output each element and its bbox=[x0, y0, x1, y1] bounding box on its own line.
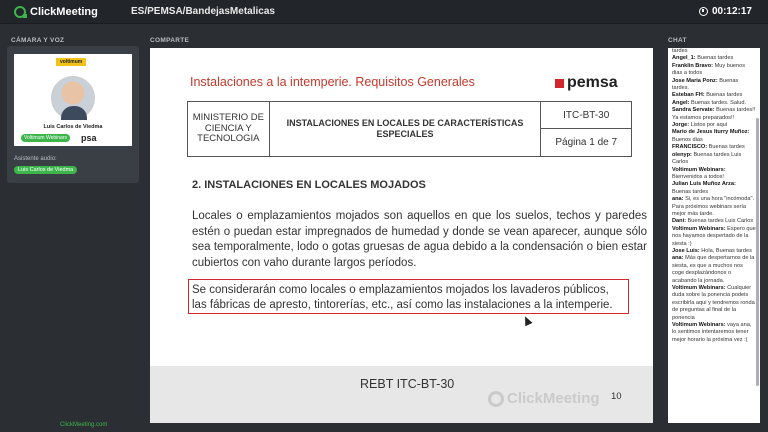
chat-message bbox=[668, 92, 760, 99]
document-header-table bbox=[187, 101, 632, 157]
chat-author: Angel: bbox=[672, 99, 691, 106]
chat-author: olenyp: bbox=[672, 151, 694, 158]
page-number: 10 bbox=[611, 391, 622, 402]
chat-text: Buenos dias bbox=[672, 136, 703, 143]
chat-author: Voltimum Webinars: bbox=[672, 322, 728, 329]
chat-message bbox=[668, 144, 760, 151]
chat-author: Esteban FH: bbox=[672, 92, 707, 99]
chat-text: Buenas tardes bbox=[706, 92, 743, 99]
chat-text: Buenas tardes bbox=[672, 188, 709, 195]
chat-text: Buenas tardes. Salud. bbox=[690, 99, 747, 106]
share-panel-label: COMPARTE bbox=[150, 37, 190, 44]
clickmeeting-logo-icon bbox=[14, 6, 26, 18]
chat-message bbox=[668, 78, 760, 93]
chat-message bbox=[668, 55, 760, 62]
chat-message bbox=[668, 167, 760, 182]
section-heading: 2. INSTALACIONES EN LOCALES MOJADOS bbox=[192, 179, 426, 191]
chat-text: Cualquier duda sobre la ponencia podeis escribirla aqui y tendremos ronda de preguntas al final de la ponencia bbox=[672, 285, 755, 321]
chat-message-list bbox=[668, 48, 760, 344]
chat-author: Dani: bbox=[672, 218, 688, 225]
clickmeeting-logo bbox=[14, 6, 98, 18]
chat-text: Muy buenos dias a todos bbox=[672, 62, 746, 77]
chat-message bbox=[668, 255, 760, 285]
doc-code: ITC-BT-30 bbox=[541, 102, 631, 129]
audio-label: Asistente audio: bbox=[14, 156, 57, 162]
timer-value: 00:12:17 bbox=[711, 6, 752, 17]
webinar-tag: Voltimum Webinars bbox=[21, 134, 70, 142]
chat-text: Buenas tardes bbox=[708, 144, 745, 151]
chat-message bbox=[668, 218, 760, 225]
chat-text: Buenas tardes bbox=[697, 55, 734, 62]
ministry-cell: MINISTERIO DE CIENCIA Y TECNOLOGIA bbox=[188, 102, 270, 156]
chat-message bbox=[668, 248, 760, 255]
brand-name: ClickMeeting bbox=[30, 5, 98, 18]
clock-icon bbox=[699, 7, 708, 16]
presenter-name: Luis Carlos de Viedma bbox=[43, 124, 103, 130]
chat-author: Sandra Servate: bbox=[672, 107, 717, 114]
chat-text: Listos por aqui bbox=[690, 122, 728, 129]
chat-author: ana: bbox=[672, 255, 686, 262]
audio-user-chip[interactable]: Luis Carlos de Viedma bbox=[14, 166, 77, 174]
chat-text: Buenas tardes Luis Carlos bbox=[672, 151, 742, 166]
code-cell bbox=[541, 102, 631, 156]
doc-page: Página 1 de 7 bbox=[555, 137, 618, 148]
chat-text: Buenas tardes!! Ya estamos preparados!! bbox=[672, 107, 756, 121]
chat-message bbox=[668, 196, 760, 218]
chat-scrollbar[interactable] bbox=[756, 118, 759, 386]
pemsa-logo-text: pemsa bbox=[567, 74, 618, 91]
chat-message bbox=[668, 107, 760, 122]
chat-message bbox=[668, 181, 760, 196]
pemsa-logo bbox=[555, 74, 618, 92]
camera-panel-label: CÁMARA Y VOZ bbox=[11, 37, 65, 44]
chat-message bbox=[668, 129, 760, 144]
chat-text: vaya ana, lo sentimos intentaremos tener mejor horario la próxima vez :( bbox=[672, 322, 752, 343]
watermark-logo-icon bbox=[488, 391, 504, 407]
chat-author: FRANCISCO: bbox=[672, 144, 709, 151]
chat-message bbox=[668, 48, 760, 55]
highlighted-paragraph: Se considerarán como locales o emplazamientos mojados los lavaderos públicos, las fábricas de apresto, tintorerías, etc., así como las instalaciones a la intemperie. bbox=[188, 279, 629, 314]
chat-message bbox=[668, 285, 760, 322]
chat-author: Julian Luis Muñoz Arza: bbox=[672, 181, 736, 188]
watermark-text: ClickMeeting bbox=[507, 390, 600, 407]
chat-author: Jose Maria Ponz: bbox=[672, 77, 720, 84]
chat-text: Hola, Buenas tardes bbox=[701, 247, 752, 254]
chat-panel-label: CHAT bbox=[668, 37, 687, 44]
video-banner: voltimum bbox=[56, 58, 86, 66]
slide-title: Instalaciones a la intemperie. Requisitos Generales bbox=[190, 75, 475, 89]
chat-author: Jose Luis: bbox=[672, 247, 702, 254]
chat-author: ana: bbox=[672, 196, 686, 203]
shared-slide bbox=[150, 48, 653, 423]
chat-author: Franklin Bravo: bbox=[672, 62, 715, 69]
chat-panel[interactable] bbox=[668, 48, 760, 423]
chat-text: Espero que nos hayamos despertado de la siesta :) bbox=[672, 225, 756, 247]
chat-message bbox=[668, 122, 760, 129]
chat-message bbox=[668, 226, 760, 248]
chat-text: Buenas tardes. bbox=[672, 77, 739, 92]
chat-author: Voltimum Webinars: bbox=[672, 225, 728, 232]
chat-text: Bienvenidos a todos! bbox=[672, 173, 724, 180]
room-path: ES/PEMSA/BandejasMetalicas bbox=[131, 6, 275, 17]
chat-text: Más que despertarnos de la siesta, es que a muchos nos coge desplazándonos o acabando la jornada. bbox=[672, 255, 755, 284]
chat-author: Voltimum Webinars: bbox=[672, 166, 726, 173]
chat-message bbox=[668, 63, 760, 78]
top-bar bbox=[0, 0, 768, 24]
chat-author: Jorge: bbox=[672, 122, 691, 129]
pemsa-logo-icon bbox=[555, 79, 564, 88]
video-brand-fragment: psa bbox=[81, 133, 97, 143]
footer-link[interactable]: ClickMeeting.com bbox=[60, 422, 108, 428]
chat-author: Voltimum Webinars: bbox=[672, 285, 728, 291]
chat-message bbox=[668, 322, 760, 344]
camera-panel bbox=[7, 46, 139, 183]
presenter-video[interactable] bbox=[14, 54, 132, 146]
chat-message bbox=[668, 152, 760, 167]
heading-cell: INSTALACIONES EN LOCALES DE CARACTERÍSTICAS ESPECIALES bbox=[270, 102, 542, 156]
clickmeeting-watermark bbox=[488, 390, 600, 407]
session-timer bbox=[699, 6, 752, 17]
chat-text: Buenas tardes Luis Carlos bbox=[687, 218, 754, 225]
presenter-avatar bbox=[51, 76, 95, 120]
chat-text: tardes bbox=[672, 48, 688, 54]
chat-text: Si, es una hora "incómoda". Para próximos webinars sería mejor más tarde. bbox=[672, 196, 755, 217]
chat-message bbox=[668, 100, 760, 107]
body-paragraph: Locales o emplazamientos mojados son aquellos en que los suelos, techos y paredes estén o puedan estar impregnados de humedad y donde se vean aparecer, aunque sólo sea temporalmente, lodo o gotas gruesas de agua debido a la condensación o bien estar cubiertos con vaho durante largos períodos. bbox=[192, 210, 647, 269]
footer-text: REBT ITC-BT-30 bbox=[360, 377, 455, 391]
chat-author: Angel_1: bbox=[672, 55, 698, 62]
chat-author: Mario de Jesus Iturry Muñoz: bbox=[672, 129, 750, 136]
